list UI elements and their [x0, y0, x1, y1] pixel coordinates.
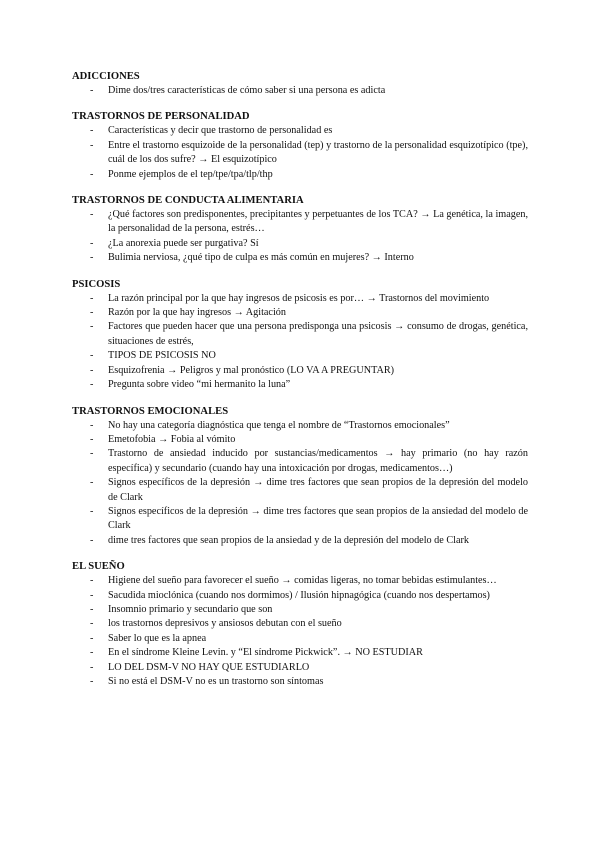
dash-bullet-icon: -	[90, 477, 94, 489]
list-item	[72, 168, 528, 182]
list-item-text: Sacudida mioclónica (cuando nos dormimos) / Ilusión hipnagógica (cuando nos despertamos)	[108, 589, 490, 601]
list-item-text: Pregunta sobre video “mi hermanito la luna”	[108, 379, 291, 391]
list-item-text: Bulimia nerviosa, ¿qué tipo de culpa es más común en mujeres? → Interno	[108, 252, 414, 264]
list-item-text: Signos específicos de la depresión → dime tres factores que sean propios de la ansiedad del modelo de Clark	[108, 505, 528, 532]
list-item	[72, 419, 528, 433]
list-item	[72, 124, 528, 138]
section	[72, 278, 528, 393]
list-item-text: ¿Qué factores son predisponentes, precipitantes y perpetuantes de los TCA? → La genética, la imagen, la personalidad de la persona, estrés…	[108, 209, 528, 235]
list-item-text: Factores que pueden hacer que una persona predisponga una psicosis → consumo de drogas, genética, situaciones de estrés,	[108, 321, 528, 347]
bullet-list	[72, 84, 528, 98]
list-item-text: Higiene del sueño para favorecer el sueño → comidas ligeras, no tomar bebidas estimulantes…	[108, 575, 497, 587]
section	[72, 194, 528, 266]
dash-bullet-icon: -	[90, 448, 94, 460]
list-item-text: TIPOS DE PSICOSIS NO	[108, 350, 216, 362]
dash-bullet-icon: -	[90, 419, 94, 431]
list-item-text: Emetofobia → Fobia al vómito	[108, 433, 236, 445]
bullet-list	[72, 574, 528, 689]
list-item-text: Insomnio primario y secundario que son	[108, 603, 273, 615]
list-item	[72, 349, 528, 363]
list-item	[72, 306, 528, 320]
list-item	[72, 589, 528, 603]
list-item-text: Dime dos/tres características de cómo saber si una persona es adicta	[108, 85, 386, 96]
list-item-text: Saber lo que es la apnea	[108, 632, 207, 644]
list-item-text: La razón principal por la que hay ingresos de psicosis es por… → Trastornos del movimiento	[108, 292, 490, 304]
list-item-text: Razón por la que hay ingresos → Agitación	[108, 307, 286, 319]
list-item	[72, 208, 528, 237]
section	[72, 560, 528, 689]
dash-bullet-icon: -	[90, 661, 94, 673]
list-item-text: Entre el trastorno esquizoide de la personalidad (tep) y trastorno de la personalidad esquizotípico (tpe), cuál de los dos sufre? → El esquizotípico	[108, 139, 528, 166]
dash-bullet-icon: -	[90, 589, 94, 601]
list-item	[72, 632, 528, 646]
list-item-text: Características y decir que trastorno de personalidad es	[108, 125, 333, 137]
dash-bullet-icon: -	[90, 307, 94, 319]
dash-bullet-icon: -	[90, 505, 94, 517]
list-item	[72, 433, 528, 447]
dash-bullet-icon: -	[90, 632, 94, 644]
section-heading: EL SUEÑO	[72, 561, 125, 573]
dash-bullet-icon: -	[90, 433, 94, 445]
list-item	[72, 574, 528, 588]
section-heading: TRASTORNOS DE CONDUCTA ALIMENTARIA	[72, 195, 304, 207]
bullet-list	[72, 292, 528, 393]
list-item-text: Trastorno de ansiedad inducido por sustancias/medicamentos → hay primario (no hay razón específica) y secundario (cuando hay una intoxicación por drogas, medicamentos…)	[108, 448, 528, 474]
dash-bullet-icon: -	[90, 125, 94, 137]
section-heading: TRASTORNOS DE PERSONALIDAD	[72, 111, 250, 123]
list-item-text: Ponme ejemplos de el tep/tpe/tpa/tlp/thp	[108, 168, 273, 180]
dash-bullet-icon: -	[90, 292, 94, 304]
list-item-text: Esquizofrenia → Peligros y mal pronóstico (LO VA A PREGUNTAR)	[108, 364, 395, 376]
list-item	[72, 617, 528, 631]
bullet-list	[72, 124, 528, 182]
dash-bullet-icon: -	[90, 350, 94, 362]
dash-bullet-icon: -	[90, 647, 94, 659]
document-page	[72, 70, 528, 701]
dash-bullet-icon: -	[90, 321, 94, 333]
bullet-list	[72, 419, 528, 549]
bullet-list	[72, 208, 528, 266]
dash-bullet-icon: -	[90, 534, 94, 546]
section-heading: ADICCIONES	[72, 71, 140, 82]
list-item-text: Signos específicos de la depresión → dime tres factores que sean propios de la depresión del modelo de Clark	[108, 477, 528, 503]
list-item-text: LO DEL DSM-V NO HAY QUE ESTUDIARLO	[108, 661, 310, 673]
section	[72, 70, 528, 98]
list-item	[72, 292, 528, 306]
list-item-text: dime tres factores que sean propios de la ansiedad y de la depresión del modelo de Clark	[108, 534, 469, 546]
dash-bullet-icon: -	[90, 139, 94, 151]
dash-bullet-icon: -	[90, 252, 94, 264]
list-item	[72, 320, 528, 349]
list-item	[72, 84, 528, 98]
list-item	[72, 237, 528, 251]
dash-bullet-icon: -	[90, 364, 94, 376]
section	[72, 110, 528, 182]
dash-bullet-icon: -	[90, 603, 94, 615]
list-item	[72, 661, 528, 675]
list-item	[72, 476, 528, 505]
list-item	[72, 364, 528, 378]
dash-bullet-icon: -	[90, 237, 94, 249]
list-item	[72, 378, 528, 392]
dash-bullet-icon: -	[90, 168, 94, 180]
section-heading: TRASTORNOS EMOCIONALES	[72, 405, 229, 417]
list-item	[72, 675, 528, 689]
list-item-text: ¿La anorexia puede ser purgativa? Sí	[108, 237, 259, 249]
list-item	[72, 505, 528, 534]
dash-bullet-icon: -	[90, 209, 94, 221]
list-item-text: los trastornos depresivos y ansiosos debutan con el sueño	[108, 618, 342, 630]
list-item	[72, 447, 528, 476]
list-item-text: Si no está el DSM-V no es un trastorno son síntomas	[108, 676, 324, 687]
list-item	[72, 646, 528, 660]
dash-bullet-icon: -	[90, 618, 94, 630]
list-item-text: En el síndrome Kleine Levin. y “El síndrome Pickwick”. → NO ESTUDIAR	[108, 647, 423, 659]
section-heading: PSICOSIS	[72, 278, 121, 290]
dash-bullet-icon: -	[90, 575, 94, 587]
list-item	[72, 139, 528, 168]
list-item	[72, 251, 528, 265]
section	[72, 405, 528, 549]
dash-bullet-icon: -	[90, 676, 94, 687]
list-item	[72, 603, 528, 617]
dash-bullet-icon: -	[90, 85, 94, 96]
dash-bullet-icon: -	[90, 379, 94, 391]
list-item	[72, 534, 528, 548]
list-item-text: No hay una categoría diagnóstica que tenga el nombre de “Trastornos emocionales”	[108, 419, 450, 431]
